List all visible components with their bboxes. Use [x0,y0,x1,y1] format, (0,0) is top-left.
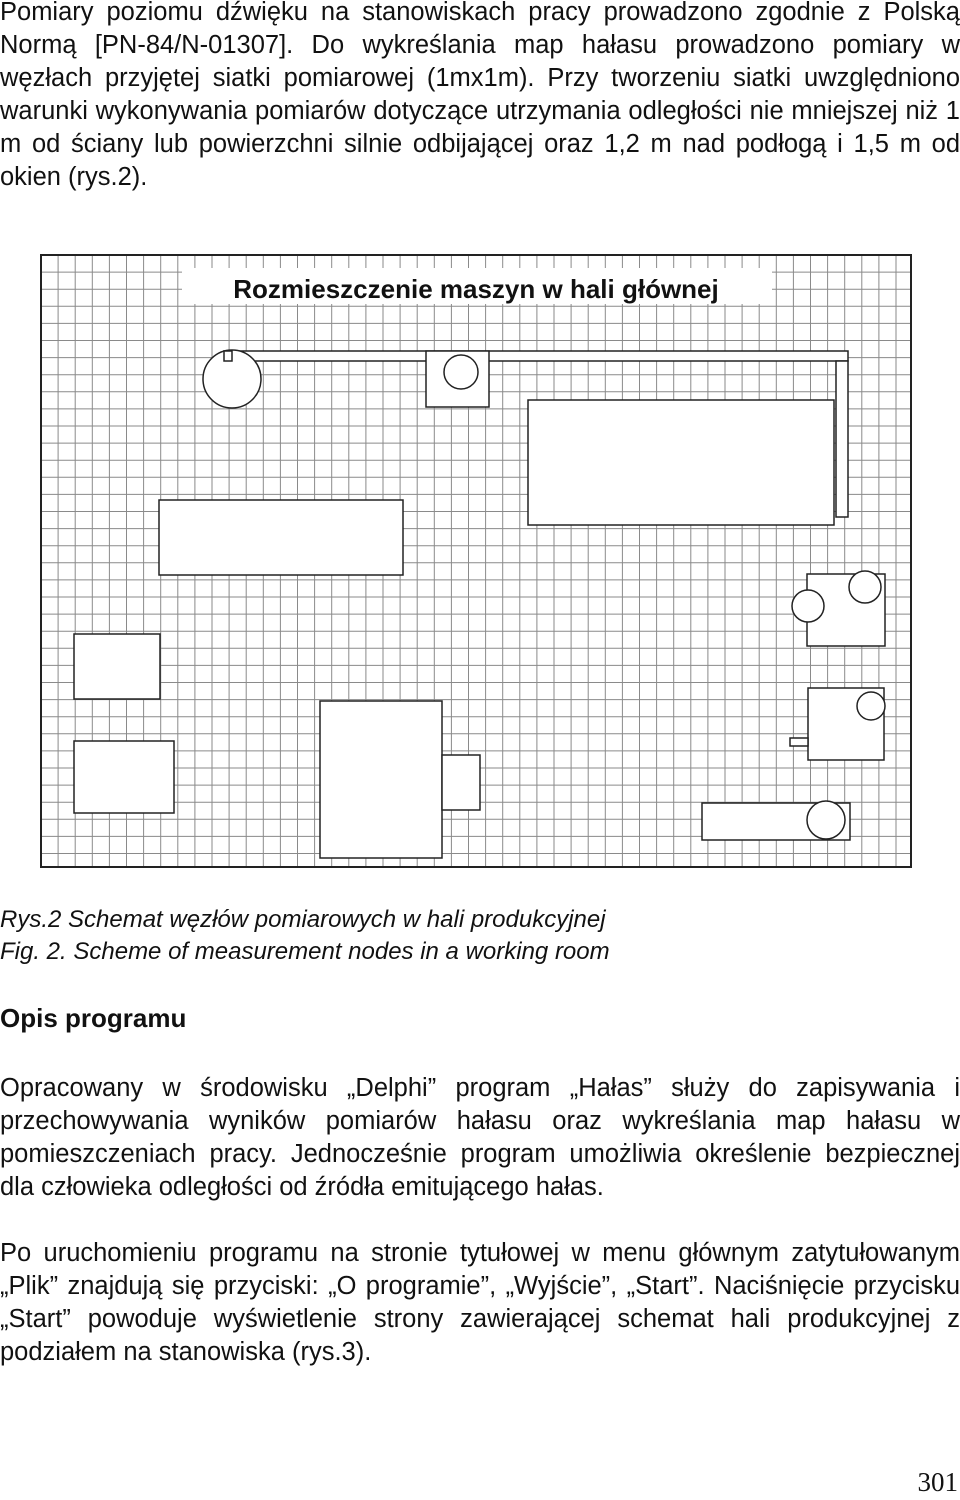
machine-block-4 [320,701,442,858]
machine-block-4-attachment [442,755,480,810]
right-unit-2-handle [790,738,808,746]
machine-block-2 [74,634,160,699]
page-number: 301 [917,1467,958,1497]
program-description-paragraph-1: Opracowany w środowisku „Delphi” program „Hałas” służy do zapisywania i przechowywania wyników pomiarów hałasu oraz wykreślania map hałasu w pomieszczeniach pracy. Jednocześnie program umożliwia określenie bezpiecznej dla człowieka odległości od źródła emitującego hałas. [0,1074,960,1201]
section-heading: Opis programu [0,1003,187,1033]
right-unit-1-circle-a [792,590,824,622]
right-unit-1-circle-b [849,571,881,603]
figure-caption-pl: Rys.2 Schemat węzłów pomiarowych w hali produkcyjnej [0,906,606,933]
intro-paragraph: Pomiary poziomu dźwięku na stanowiskach pracy prowadzono zgodnie z Polską Normą [PN-84/N-01307]. Do wykreślania map hałasu prowadzono pomiary w węzłach przyjętej siatki pomiarowej (1mx1m). Przy tworzeniu siatki uwzględniono warunki wykonywania pomiarów dotyczące utrzymania odległości nie mniejszej niż 1 m od ściany lub powierzchni silnie odbijającej oraz 1,2 m nad podłogą i 1,5 m od okien (rys.2). [0,0,960,191]
large-machine [528,400,834,525]
figure-caption-en: Fig. 2. Scheme of measurement nodes in a working room [0,938,610,965]
crane-rail [224,351,848,361]
right-unit-2-circle [857,692,885,720]
right-unit-3-circle [807,801,845,839]
crane-column [836,361,848,517]
small-unit-1-circle [444,355,478,389]
machine-block-1 [159,500,403,575]
circle-connector [224,351,232,361]
machine-layout-diagram [40,254,912,868]
machine-layout-figure [40,254,912,868]
figure-title: Rozmieszczenie maszyn w hali głównej [233,274,719,304]
program-description-paragraph-2: Po uruchomieniu programu na stronie tytułowej w menu głównym zatytułowanym „Plik” znajdują się przyciski: „O programie”, „Wyjście”, „Start”. Naciśnięcie przycisku „Start” powoduje wyświetlenie strony zawierającej schemat hali produkcyjnej z podziałem na stanowiska (rys.3). [0,1239,960,1366]
machine-block-3 [74,741,174,813]
